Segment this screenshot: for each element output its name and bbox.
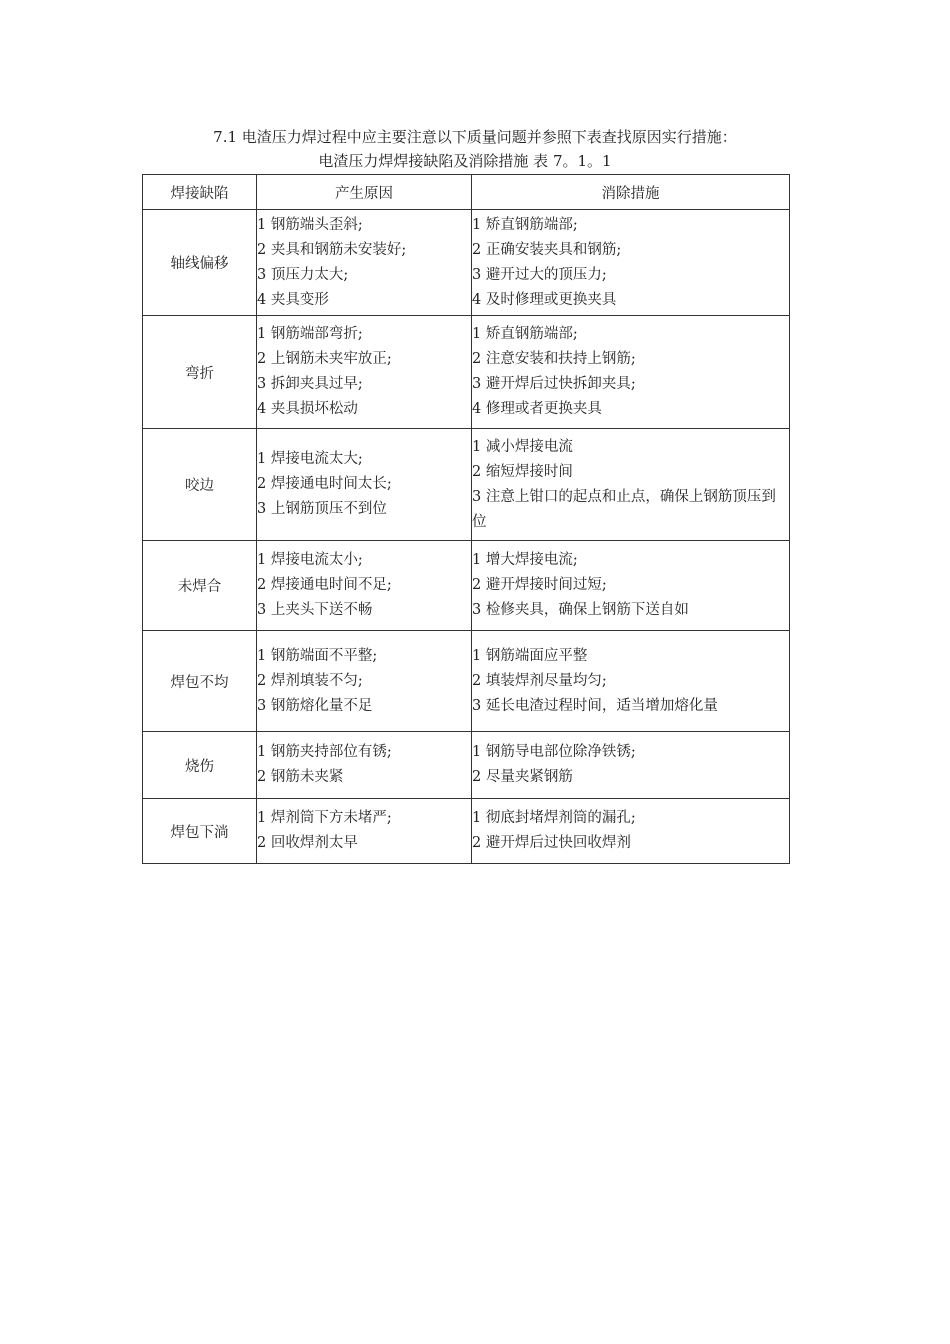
cause-cell (257, 316, 472, 429)
measure-cell (472, 732, 790, 799)
measure-item: 1 钢筋导电部位除净铁锈; (472, 744, 636, 760)
cause-item: 3 顶压力太大; (257, 266, 349, 283)
measure-item: 4 修理或者更换夹具 (472, 401, 602, 417)
cause-item: 1 钢筋端部弯折; (257, 326, 363, 342)
measure-item: 4 及时修理或更换夹具 (472, 291, 617, 308)
measure-item: 1 钢筋端面应平整 (472, 647, 588, 664)
defect-cell: 咬边 (143, 429, 257, 541)
cause-item: 3 上钢筋顶压不到位 (257, 501, 387, 517)
table-row (143, 799, 790, 864)
cause-item: 4 夹具损坏松动 (257, 401, 358, 417)
measure-item: 3 延长电渣过程时间，适当增加熔化量 (472, 697, 718, 714)
measure-item: 2 填装焊剂尽量均匀; (472, 672, 607, 689)
header-defect: 焊接缺陷 (143, 175, 257, 210)
header-measure: 消除措施 (472, 175, 790, 210)
cause-item: 1 钢筋夹持部位有锈; (257, 744, 392, 760)
measure-item: 1 减小焊接电流 (472, 438, 573, 455)
cause-item: 2 焊接通电时间不足; (257, 577, 392, 593)
measure-cell (472, 210, 790, 316)
measure-item: 2 避开焊后过快回收焊剂 (472, 835, 631, 851)
table-row (143, 316, 790, 429)
table-row (143, 631, 790, 732)
defect-cell: 未焊合 (143, 541, 257, 631)
measure-cell (472, 541, 790, 631)
measure-item: 3 避开焊后过快拆卸夹具; (472, 376, 636, 392)
cause-item: 1 焊接电流太小; (257, 552, 363, 568)
cause-item: 1 钢筋端面不平整; (257, 647, 378, 664)
cause-cell (257, 541, 472, 631)
measure-item: 3 避开过大的顶压力; (472, 266, 607, 283)
cause-item: 2 焊接通电时间太长; (257, 476, 392, 492)
table-row (143, 541, 790, 631)
cause-item: 2 钢筋未夹紧 (257, 769, 344, 785)
header-cause: 产生原因 (257, 175, 472, 210)
cause-cell (257, 210, 472, 316)
cause-item: 2 夹具和钢筋未安装好; (257, 241, 407, 258)
measure-cell (472, 316, 790, 429)
table-row (143, 429, 790, 541)
measure-item: 1 彻底封堵焊剂筒的漏孔; (472, 810, 636, 826)
cause-cell (257, 429, 472, 541)
defect-cell: 烧伤 (143, 732, 257, 799)
measure-cell (472, 799, 790, 864)
table-row (143, 210, 790, 316)
measure-item: 2 避开焊接时间过短; (472, 577, 607, 593)
table-row (143, 732, 790, 799)
table-caption: 电渣压力焊焊接缺陷及消除措施 表 7。1。1 (318, 152, 612, 170)
cause-item: 3 拆卸夹具过早; (257, 376, 363, 392)
cause-item: 1 焊剂筒下方未堵严; (257, 810, 392, 826)
cause-item: 4 夹具变形 (257, 291, 329, 308)
measure-item: 1 矫直钢筋端部; (472, 216, 578, 233)
table-header-row (143, 175, 790, 210)
cause-item: 3 上夹头下送不畅 (257, 602, 373, 618)
measure-cell (472, 631, 790, 732)
cause-item: 2 回收焊剂太早 (257, 835, 358, 851)
measure-item: 3 检修夹具，确保上钢筋下送自如 (472, 602, 689, 618)
measure-item: 2 注意安装和扶持上钢筋; (472, 351, 636, 367)
measure-cell (472, 429, 790, 541)
measure-item: 2 尽量夹紧钢筋 (472, 769, 573, 785)
cause-cell (257, 799, 472, 864)
cause-item: 3 钢筋熔化量不足 (257, 697, 373, 714)
cause-item: 2 焊剂填装不匀; (257, 672, 363, 689)
cause-item: 2 上钢筋未夹牢放正; (257, 351, 392, 367)
cause-cell (257, 732, 472, 799)
cause-item: 1 钢筋端头歪斜; (257, 216, 363, 233)
measure-item: 2 正确安装夹具和钢筋; (472, 241, 622, 258)
measure-item: 2 缩短焊接时间 (472, 463, 573, 480)
measure-item: 1 增大焊接电流; (472, 552, 578, 568)
measure-item: 3 注意上钳口的起点和止点，确保上钢筋顶压到位 (472, 488, 776, 530)
cause-cell (257, 631, 472, 732)
measure-item: 1 矫直钢筋端部; (472, 326, 578, 342)
intro-paragraph: 7.1 电渣压力焊过程中应主要注意以下质量问题并参照下表查找原因实行措施： (213, 128, 737, 146)
cause-item: 1 焊接电流太大; (257, 451, 363, 467)
defect-cell: 弯折 (143, 316, 257, 429)
defects-table (142, 174, 790, 864)
defect-cell: 轴线偏移 (143, 210, 257, 316)
defect-cell: 焊包不均 (143, 631, 257, 732)
defect-cell: 焊包下淌 (143, 799, 257, 864)
table-body (143, 210, 790, 864)
